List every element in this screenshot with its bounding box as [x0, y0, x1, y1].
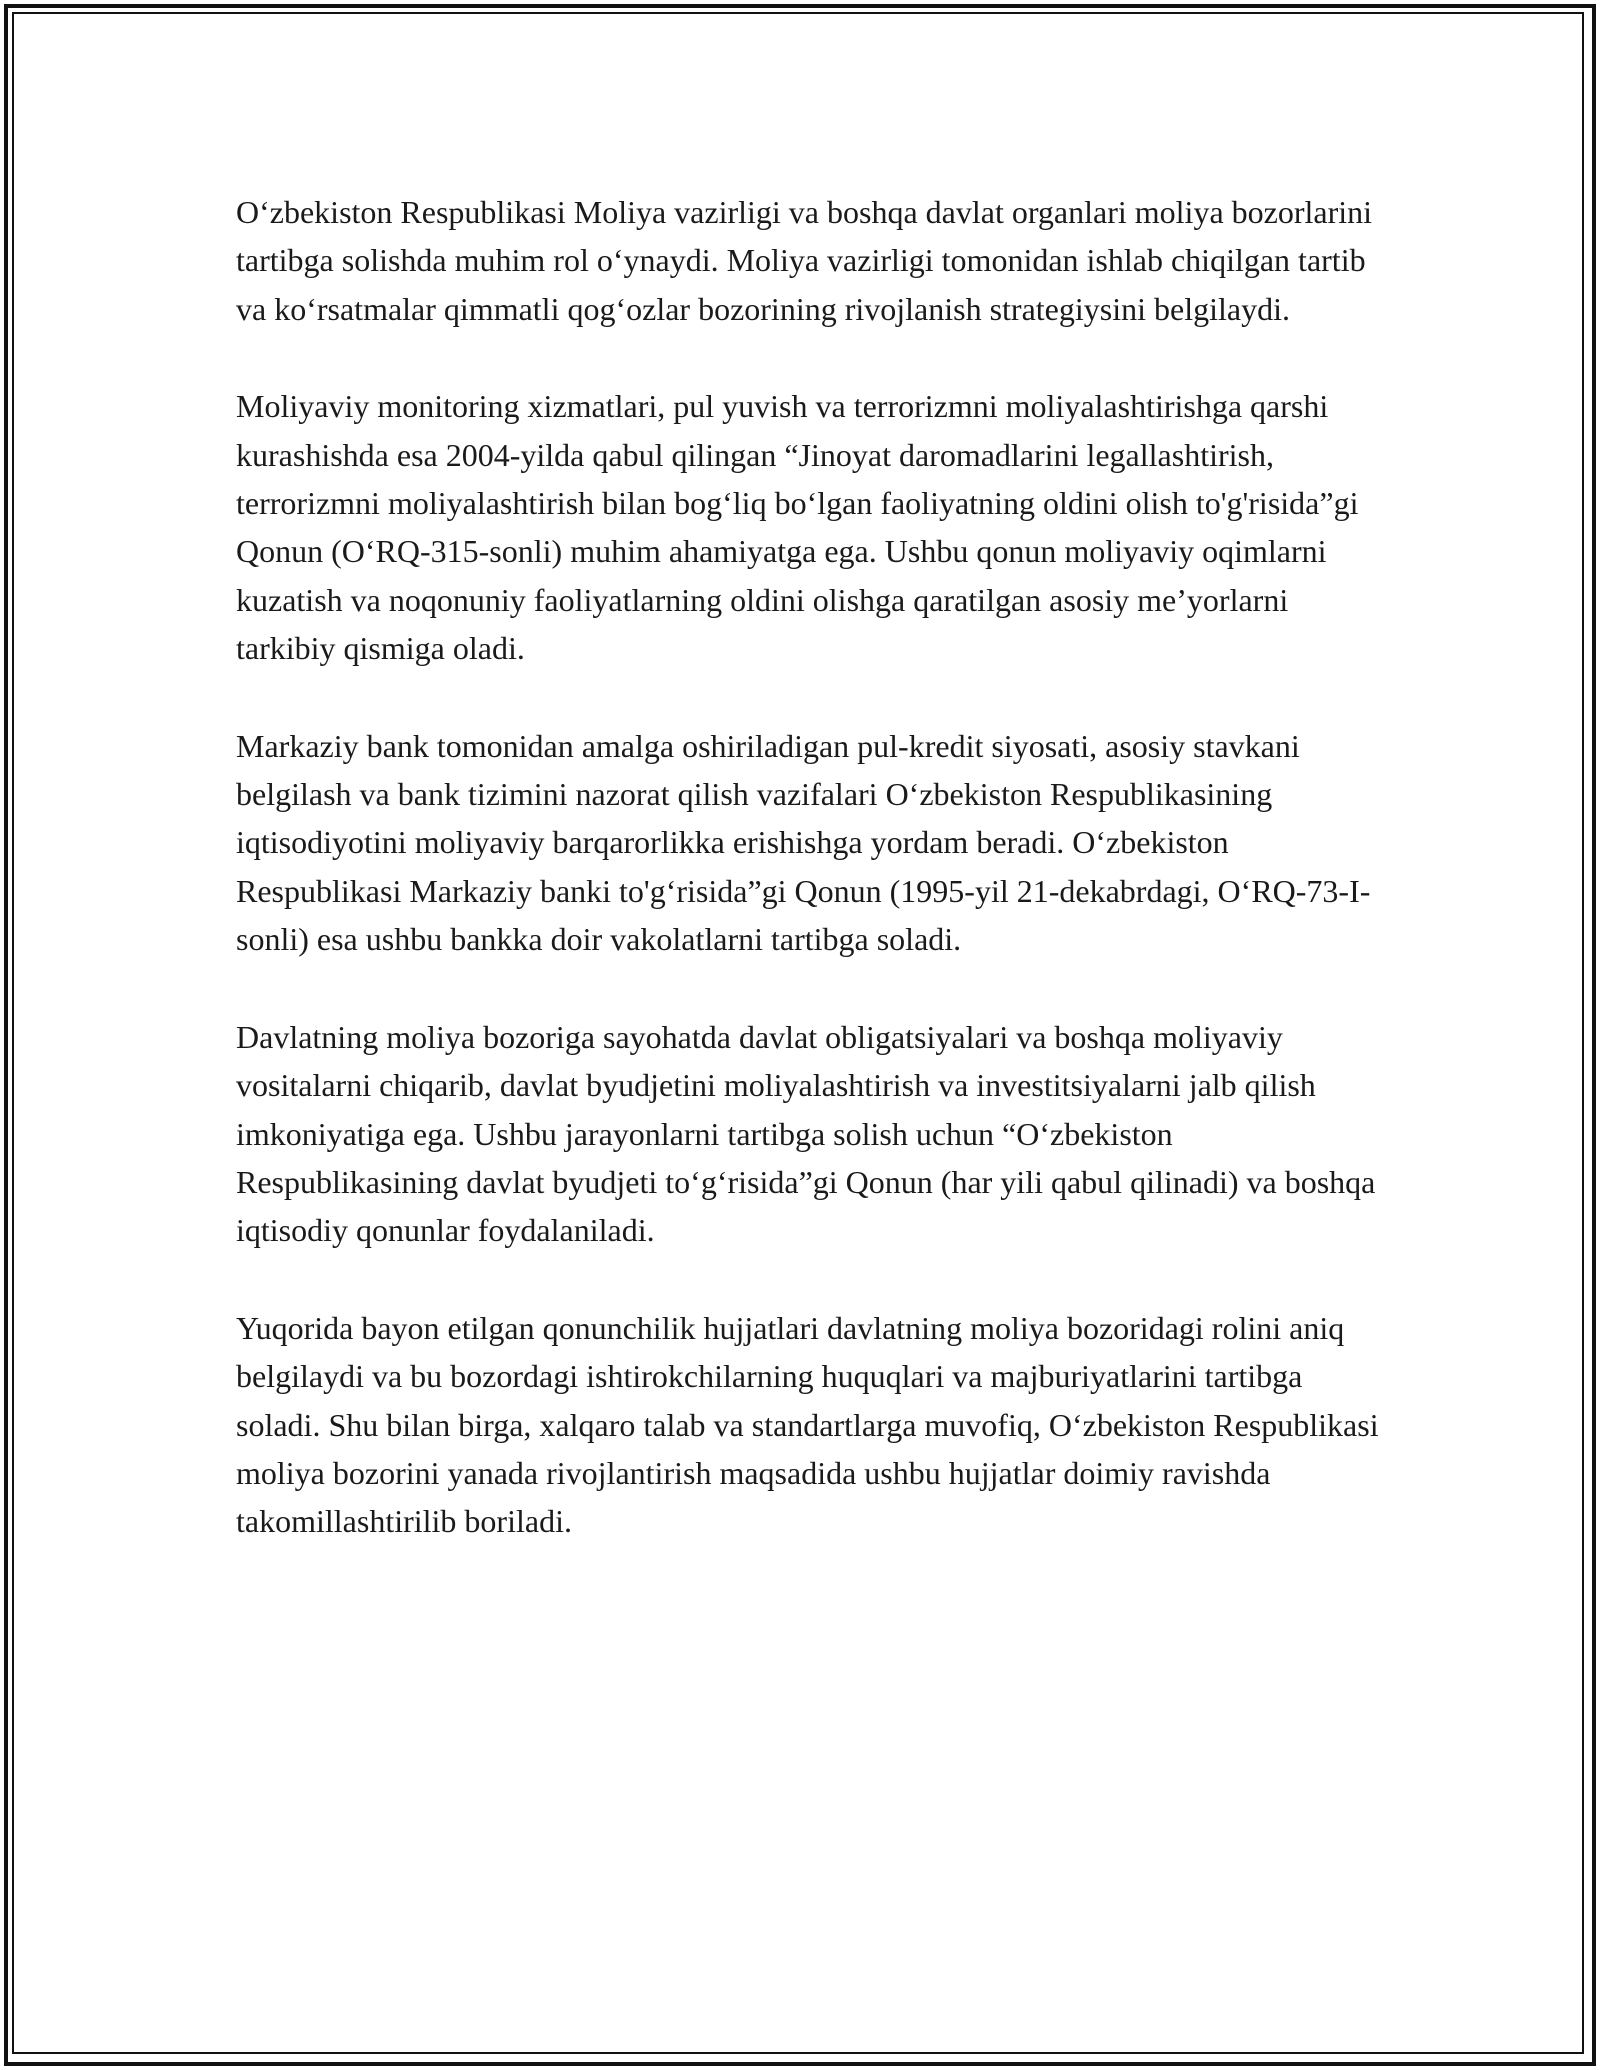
paragraph-financial-monitoring: Moliyaviy monitoring xizmatlari, pul yuvish va terrorizmni moliyalashtirishga qarshi kurashishda esa 2004-yilda qabul qilingan “Jinoyat daromadlarini legallashtirish, terrorizmni moliyalashtirish bilan bog‘liq bo‘lgan faoliyatning oldini olish to'g'risida”gi Qonun (O‘RQ-315-sonli) muhim ahamiyatga ega. Ushbu qonun moliyaviy oqimlarni kuzatish va noqonuniy faoliyatlarning oldini olishga qaratilgan asosiy me’yorlarni tarkibiy qismiga oladi.	[236, 388, 1359, 667]
document-body	[236, 188, 1386, 1595]
paragraph-finance-ministry: O‘zbekiston Respublikasi Moliya vazirligi va boshqa davlat organlari moliya bozorlarini tartibga solishda muhim rol o‘ynaydi. Moliya vazirligi tomonidan ishlab chiqilgan tartib va ko‘rsatmalar qimmatli qog‘ozlar bozorining rivojlanish strategiysini belgilaydi.	[236, 194, 1373, 327]
paragraph-state-budget: Davlatning moliya bozoriga sayohatda davlat obligatsiyalari va boshqa moliyaviy vositalarni chiqarib, davlat byudjetini moliyalashtirish va investitsiyalarni jalb qilish imkoniyatiga ega. Ushbu jarayonlarni tartibga solish uchun “O‘zbekiston Respublikasining davlat byudjeti to‘g‘risida”gi Qonun (har yili qabul qilinadi) va boshqa iqtisodiy qonunlar foydalaniladi.	[236, 1018, 1376, 1249]
paragraph-central-bank: Markaziy bank tomonidan amalga oshiriladigan pul-kredit siyosati, asosiy stavkani belgilash va bank tizimini nazorat qilish vazifalari O‘zbekiston Respublikasining iqtisodiyotini moliyaviy barqarorlikka erishishga yordam beradi. O‘zbekiston Respublikasi Markaziy banki to'g‘risida”gi Qonun (1995-yil 21-dekabrdagi, O‘RQ-73-I-sonli) esa ushbu bankka doir vakolatlarni tartibga soladi.	[236, 727, 1371, 958]
paragraph-conclusion: Yuqorida bayon etilgan qonunchilik hujjatlari davlatning moliya bozoridagi rolini aniq belgilaydi va bu bozordagi ishtirokchilarning huquqlari va majburiyatlarini tartibga soladi. Shu bilan birga, xalqaro talab va standartlarga muvofiq, O‘zbekiston Respublikasi moliya bozorini yanada rivojlantirish maqsadida ushbu hujjatlar doimiy ravishda takomillashtirilib boriladi.	[236, 1309, 1379, 1540]
